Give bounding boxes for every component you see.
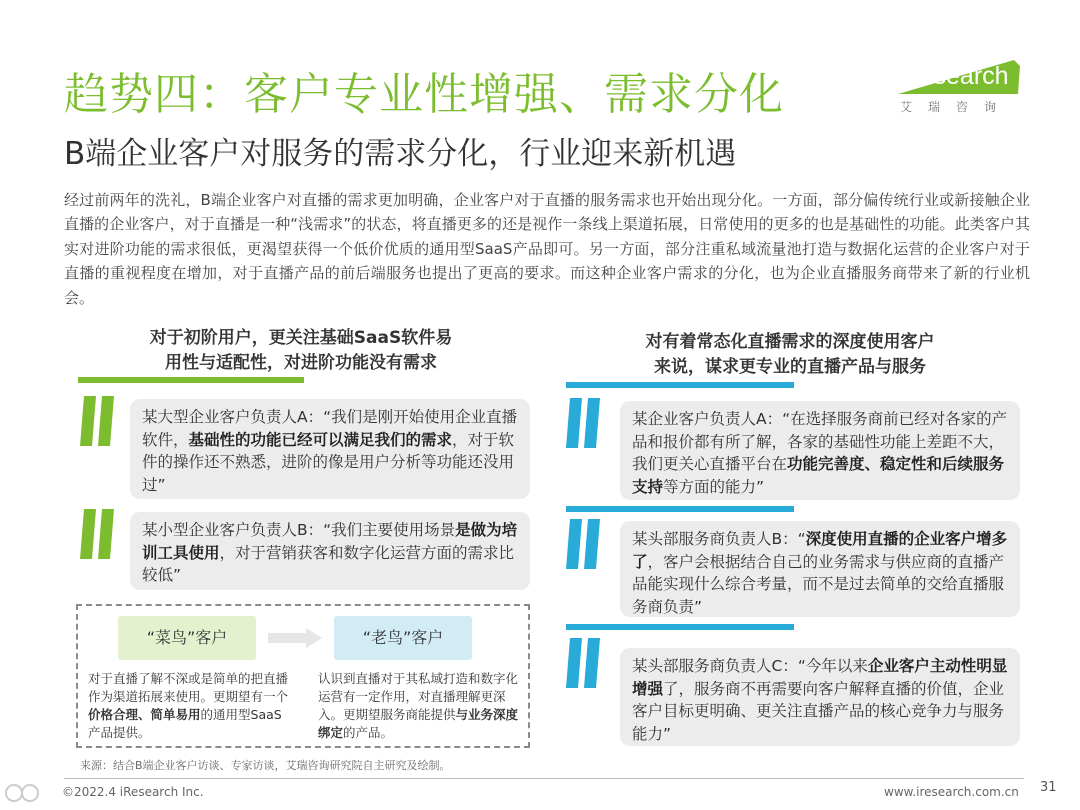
page-number: 31	[1040, 780, 1057, 795]
watermark-icon	[2, 780, 62, 806]
source-note: 来源：结合B端企业客户访谈、专家访谈，艾瑞咨询研究院自主研究及绘制。	[80, 759, 451, 772]
quote-text: ，对于软件的操作还不熟悉，进阶的像是用户分析等功能还没用过”	[142, 430, 515, 494]
right-quote-3-quote-icon	[566, 634, 606, 694]
quote-text: 某头部服务商负责人B：“	[632, 530, 806, 548]
left-quote-2	[130, 512, 530, 590]
quote-text: ，对于营销获客和数字化运营方面的需求比较低”	[142, 543, 515, 584]
logo-cn: 艾瑞咨询	[900, 100, 1013, 114]
footer-copyright: ©2022.4 iResearch Inc.	[62, 785, 204, 799]
left-quote-2-quote-icon	[80, 505, 120, 565]
right-quote-3	[620, 648, 1020, 746]
left-heading-line-1: 对于初阶用户，更关注基础SaaS软件易	[149, 328, 453, 348]
left-heading	[96, 326, 506, 376]
expert-customer-tag: “老鸟”客户	[334, 616, 472, 660]
quote-highlight: 深度使用直播的企业客户增多了	[632, 530, 1008, 571]
quote-text: 某大型企业客户负责人A：“我们是刚开始使用企业直播软件，	[142, 408, 518, 449]
left-heading-line-2: 用性与适配性，对进阶功能没有需求	[165, 353, 437, 373]
right-heading-bar	[566, 382, 794, 388]
right-quote-1-quote-icon	[566, 394, 606, 454]
quote-text: 某头部服务商负责人C：“今年以来	[632, 657, 868, 675]
quote-highlight: 基础性的功能已经可以满足我们的需求	[188, 430, 453, 449]
novice-customer-tag: “菜鸟”客户	[118, 616, 256, 660]
right-quote-2-quote-icon	[566, 515, 606, 575]
arrow-right-icon	[268, 628, 322, 648]
desc-text: 的通用型SaaS产品提供。	[88, 707, 282, 740]
iresearch-logo	[894, 58, 1024, 120]
quote-text: 某企业客户负责人A：“在选择服务商前已经对各家的产品和报价都有所了解，各家的基础性功能上差距不大，我们更关心直播平台在	[632, 410, 1008, 473]
right-heading	[580, 330, 1000, 380]
quote-text: ，客户会根据结合自己的业务需求与供应商的直播产品能实现什么综合考量，而不是过去简单的交给直播服务商负责”	[632, 552, 1005, 616]
logo-word: iResearch	[896, 62, 1009, 90]
desc-highlight: 价格合理、简单易用	[88, 707, 201, 722]
quote-text: 某小型企业客户负责人B：“我们主要使用场景	[142, 521, 456, 539]
right-divider-2	[566, 624, 794, 630]
footer-website: www.iresearch.com.cn	[884, 785, 1019, 799]
footer-divider	[64, 778, 1024, 779]
page-subtitle: B端企业客户对服务的需求分化，行业迎来新机遇	[64, 136, 737, 172]
page-title: 趋势四：客户专业性增强、需求分化	[64, 69, 784, 120]
intro-paragraph: 经过前两年的洗礼，B端企业客户对直播的需求更加明确，企业客户对于直播的服务需求也开始出现分化。一方面，部分偏传统行业或新接触企业直播的企业客户，对于直播是一种“浅需求”的状态，将直播更多的还是视作一条线上渠道拓展，日常使用的更多的也是基础性的功能。此类客户其实对进阶功能的需求很低，更渴望获得一个低价优质的通用型SaaS产品即可。另一方面，部分注重私域流量池打造与数据化运营的企业客户对于直播的重视程度在增加，对于直播产品的前后端服务也提出了更高的要求。而这种企业客户需求的分化，也为企业直播服务商带来了新的行业机会。	[64, 191, 1030, 307]
desc-text: 对于直播了解不深或是简单的把直播作为渠道拓展来使用。更期望有一个	[88, 671, 289, 704]
quote-highlight: 是做为培训工具使用	[142, 521, 518, 562]
right-heading-line-2: 来说，谋求更专业的直播产品与服务	[654, 357, 926, 377]
quote-highlight: 企业客户主动性明显增强	[632, 657, 1008, 698]
left-heading-bar	[78, 377, 304, 383]
right-divider-1	[566, 506, 794, 512]
expert-description	[318, 670, 520, 742]
quote-text: 等方面的能力”	[663, 477, 765, 496]
left-quote-1	[130, 399, 530, 499]
left-quote-1-quote-icon	[80, 392, 120, 452]
desc-highlight: 与业务深度绑定	[318, 707, 519, 740]
right-quote-2	[620, 521, 1020, 617]
quote-highlight: 功能完善度、稳定性和后续服务支持	[632, 455, 1005, 496]
desc-text: 的产品。	[343, 725, 394, 740]
quote-text: 了，服务商不再需要向客户解释直播的价值，企业客户目标更明确、更关注直播产品的核心竞争力与服务能力”	[632, 679, 1005, 743]
novice-description	[88, 670, 288, 742]
desc-text: 认识到直播对于其私域打造和数字化运营有一定作用，对直播理解更深入。更期望服务商能提供	[318, 671, 519, 722]
right-heading-line-1: 对有着常态化直播需求的深度使用客户	[645, 332, 935, 352]
right-quote-1	[620, 401, 1020, 500]
